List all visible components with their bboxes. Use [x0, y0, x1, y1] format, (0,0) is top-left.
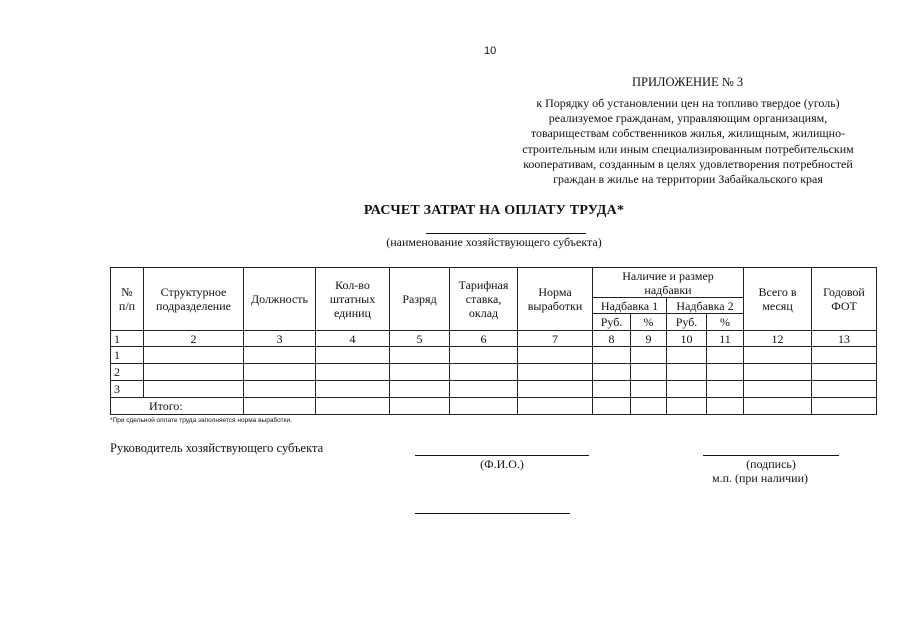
- header-bonus-1: Надбавка 1: [593, 298, 667, 314]
- table-cell[interactable]: [593, 398, 631, 415]
- table-cell[interactable]: [518, 364, 593, 381]
- page-number: 10: [484, 45, 497, 57]
- row-number: 1: [111, 347, 144, 364]
- header-bonus-group: Наличие и размер надбавки: [593, 268, 744, 298]
- column-number: 7: [518, 331, 593, 347]
- total-label: Итого:: [111, 398, 244, 415]
- column-number: 5: [390, 331, 450, 347]
- table-cell[interactable]: [244, 364, 316, 381]
- manager-label: Руководитель хозяйствующего субъекта: [110, 441, 324, 455]
- table-cell[interactable]: [244, 381, 316, 398]
- table-cell[interactable]: [707, 381, 744, 398]
- table-cell[interactable]: [244, 347, 316, 364]
- table-cell[interactable]: [667, 364, 707, 381]
- table-cell[interactable]: [631, 347, 667, 364]
- column-number: 9: [631, 331, 667, 347]
- header-bonus-2: Надбавка 2: [667, 298, 744, 314]
- column-number: 8: [593, 331, 631, 347]
- table-cell[interactable]: [707, 347, 744, 364]
- row-number: 2: [111, 364, 144, 381]
- total-row: [111, 398, 877, 415]
- header-bonus2-rub: Руб.: [667, 314, 707, 331]
- row-number: 3: [111, 381, 144, 398]
- table-cell[interactable]: [450, 381, 518, 398]
- appendix-line: к Порядку об установлении цен на топливо твердое (уголь): [536, 96, 840, 110]
- header-output-norm: Норма выработки: [518, 268, 593, 331]
- header-annual-payroll: Годовой ФОТ: [812, 268, 877, 331]
- table-cell[interactable]: [593, 347, 631, 364]
- table-cell[interactable]: [144, 364, 244, 381]
- table-cell[interactable]: [812, 364, 877, 381]
- column-number: 6: [450, 331, 518, 347]
- column-number: 11: [707, 331, 744, 347]
- appendix-line: товариществам собственников жилья, жилищным, жилищно-: [530, 126, 846, 141]
- table-cell[interactable]: [631, 398, 667, 415]
- header-structural-unit: Структурное подразделение: [144, 268, 244, 331]
- header-bonus1-pct: %: [631, 314, 667, 331]
- table-cell[interactable]: [450, 398, 518, 415]
- table-cell[interactable]: [316, 364, 390, 381]
- fio-line[interactable]: [415, 455, 589, 456]
- appendix-description: [498, 96, 878, 187]
- table-cell[interactable]: [812, 347, 877, 364]
- column-number: 3: [244, 331, 316, 347]
- signature-caption: (подпись): [746, 457, 796, 471]
- table-cell[interactable]: [518, 398, 593, 415]
- appendix-title: ПРИЛОЖЕНИЕ № 3: [632, 75, 744, 89]
- table-cell[interactable]: [744, 347, 812, 364]
- column-number: 13: [812, 331, 877, 347]
- appendix-line: кооперативам, созданным в целях удовлетворения потребностей: [523, 156, 853, 171]
- header-bonus2-pct: %: [707, 314, 744, 331]
- column-number: 4: [316, 331, 390, 347]
- table-cell[interactable]: [593, 364, 631, 381]
- header-tariff-rate: Тарифная ставка, оклад: [450, 268, 518, 331]
- appendix-line: строительным или иным специализированным потребительским: [522, 141, 854, 156]
- table-cell[interactable]: [518, 381, 593, 398]
- table-row: [111, 381, 877, 398]
- table-cell[interactable]: [744, 381, 812, 398]
- table-cell[interactable]: [631, 381, 667, 398]
- table-cell[interactable]: [316, 347, 390, 364]
- entity-caption: (наименование хозяйствующего субъекта): [386, 235, 602, 249]
- header-position: Должность: [244, 268, 316, 331]
- entity-name-line: [426, 233, 586, 234]
- table-cell[interactable]: [144, 381, 244, 398]
- table-cell[interactable]: [593, 381, 631, 398]
- table-cell[interactable]: [390, 381, 450, 398]
- header-grade: Разряд: [390, 268, 450, 331]
- table-cell[interactable]: [667, 398, 707, 415]
- table-cell[interactable]: [744, 398, 812, 415]
- table-cell[interactable]: [631, 364, 667, 381]
- table-cell[interactable]: [316, 398, 390, 415]
- date-line[interactable]: [415, 513, 570, 514]
- signature-line[interactable]: [703, 455, 839, 456]
- table-cell[interactable]: [667, 347, 707, 364]
- table-cell[interactable]: [390, 398, 450, 415]
- table-cell[interactable]: [450, 364, 518, 381]
- appendix-line: реализуемое гражданам, управляющим организациям,: [548, 111, 828, 126]
- table-cell[interactable]: [667, 381, 707, 398]
- column-number: 10: [667, 331, 707, 347]
- labor-cost-table: [110, 267, 877, 415]
- column-number: 12: [744, 331, 812, 347]
- table-cell[interactable]: [390, 347, 450, 364]
- header-num: № п/п: [111, 268, 144, 331]
- stamp-caption: м.п. (при наличии): [712, 471, 808, 485]
- table-cell[interactable]: [812, 398, 877, 415]
- table-row: [111, 347, 877, 364]
- table-cell[interactable]: [244, 398, 316, 415]
- table-cell[interactable]: [390, 364, 450, 381]
- table-cell[interactable]: [518, 347, 593, 364]
- table-cell[interactable]: [707, 398, 744, 415]
- header-staff-units: Кол-во штатных единиц: [316, 268, 390, 331]
- header-bonus1-rub: Руб.: [593, 314, 631, 331]
- column-number: 1: [111, 331, 144, 347]
- table-row: [111, 364, 877, 381]
- header-monthly-total: Всего в месяц: [744, 268, 812, 331]
- table-cell[interactable]: [744, 364, 812, 381]
- document-title: РАСЧЕТ ЗАТРАТ НА ОПЛАТУ ТРУДА*: [363, 203, 625, 218]
- table-cell[interactable]: [316, 381, 390, 398]
- appendix-line: граждан в жилье на территории Забайкальского края: [553, 172, 823, 187]
- fio-caption: (Ф.И.О.): [480, 457, 524, 471]
- footnote: *При сдельной оплате труда заполняется норма выработки.: [110, 417, 292, 424]
- column-number: 2: [144, 331, 244, 347]
- table-cell[interactable]: [707, 364, 744, 381]
- table-cell[interactable]: [144, 347, 244, 364]
- table-cell[interactable]: [812, 381, 877, 398]
- table-cell[interactable]: [450, 347, 518, 364]
- column-number-row: [111, 331, 877, 347]
